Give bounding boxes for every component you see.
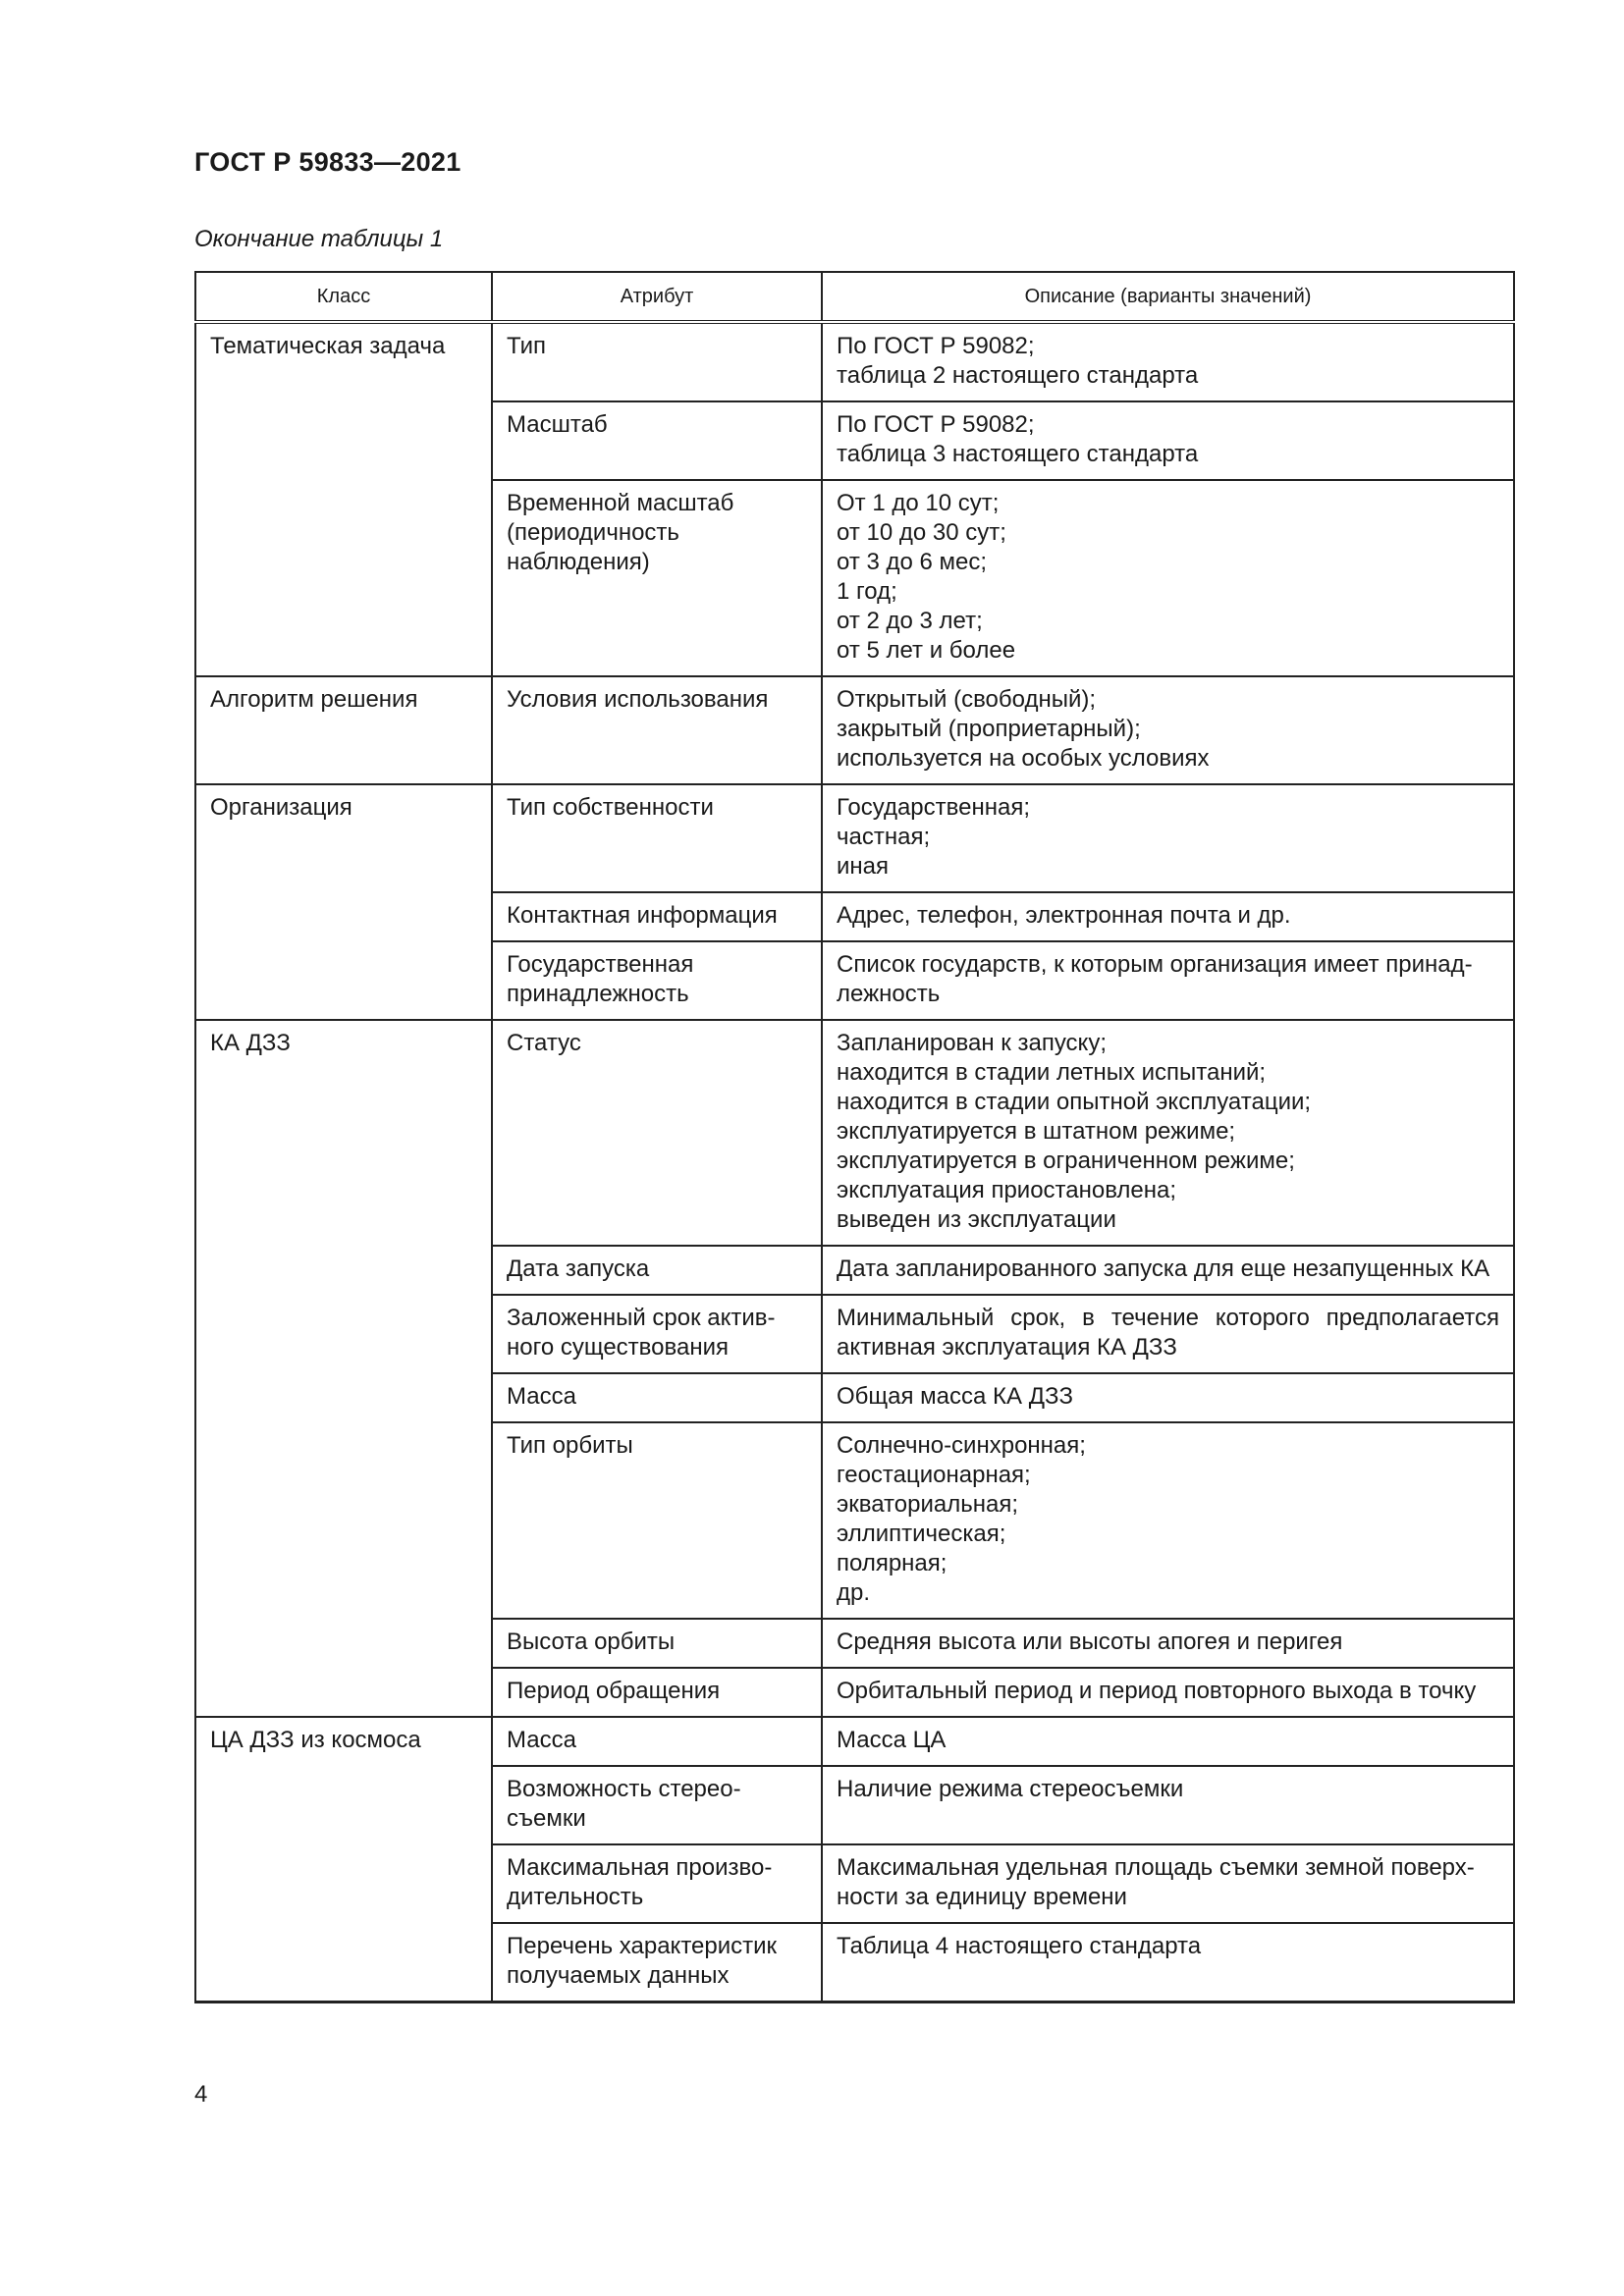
attribute-cell: Государственная принадлежность (492, 941, 822, 1020)
attributes-table (194, 271, 1515, 2003)
class-cell (195, 1923, 492, 2002)
page-number: 4 (194, 2081, 208, 2108)
class-cell: Организация (195, 784, 492, 892)
attribute-cell: Тип собственности (492, 784, 822, 892)
attribute-cell: Заложенный срок актив- ного существования (492, 1295, 822, 1373)
description-cell: Государственная; частная; иная (822, 784, 1514, 892)
class-cell (195, 941, 492, 1020)
table-row (195, 1422, 1514, 1619)
table-row (195, 1373, 1514, 1422)
attribute-cell: Масса (492, 1373, 822, 1422)
table-row (195, 1717, 1514, 1766)
attribute-cell: Период обращения (492, 1668, 822, 1717)
attribute-cell: Высота орбиты (492, 1619, 822, 1668)
class-cell: Тематическая задача (195, 322, 492, 401)
description-cell: Таблица 4 настоящего стандарта (822, 1923, 1514, 2002)
attribute-cell: Условия использования (492, 676, 822, 784)
description-cell: Адрес, телефон, электронная почта и др. (822, 892, 1514, 941)
table-caption: Окончание таблицы 1 (194, 226, 444, 252)
table-row (195, 322, 1514, 401)
table-row (195, 1295, 1514, 1373)
attribute-cell: Перечень характеристик получаемых данных (492, 1923, 822, 2002)
class-cell (195, 1766, 492, 1844)
description-cell: Запланирован к запуску; находится в стадии летных испытаний; находится в стадии опытной эксплуатации; эксплуатируется в штатном режиме; эксплуатируется в ограниченном режиме; эксплуатация приостановлена; выведен из эксплуатации (822, 1020, 1514, 1246)
description-cell: Масса ЦА (822, 1717, 1514, 1766)
class-cell: Алгоритм решения (195, 676, 492, 784)
description-cell: Солнечно-синхронная; геостационарная; экваториальная; эллиптическая; полярная; др. (822, 1422, 1514, 1619)
class-cell (195, 1246, 492, 1295)
table-row (195, 1844, 1514, 1923)
table-header-row (195, 272, 1514, 322)
class-cell (195, 480, 492, 676)
table-row (195, 1766, 1514, 1844)
table-row (195, 784, 1514, 892)
attribute-cell: Дата запуска (492, 1246, 822, 1295)
column-header-attribute: Атрибут (492, 272, 822, 322)
description-cell: По ГОСТ Р 59082; таблица 2 настоящего стандарта (822, 322, 1514, 401)
class-cell (195, 1295, 492, 1373)
attribute-cell: Временной масштаб (периодичность наблюдения) (492, 480, 822, 676)
table-row (195, 1020, 1514, 1246)
attribute-cell: Контактная информация (492, 892, 822, 941)
attribute-cell: Тип (492, 322, 822, 401)
description-cell: Средняя высота или высоты апогея и перигея (822, 1619, 1514, 1668)
document-code: ГОСТ Р 59833—2021 (194, 147, 461, 177)
attribute-cell: Статус (492, 1020, 822, 1246)
attribute-cell: Тип орбиты (492, 1422, 822, 1619)
table-row (195, 1246, 1514, 1295)
description-cell: Открытый (свободный); закрытый (проприетарный); используется на особых условиях (822, 676, 1514, 784)
description-cell: Дата запланированного запуска для еще незапущенных КА (822, 1246, 1514, 1295)
table-row (195, 401, 1514, 480)
class-cell (195, 1373, 492, 1422)
class-cell (195, 1844, 492, 1923)
description-cell: Список государств, к которым организация имеет принад- лежность (822, 941, 1514, 1020)
table-row (195, 676, 1514, 784)
description-cell: Минимальный срок, в течение которого предполагается активная эксплуатация КА ДЗЗ (822, 1295, 1514, 1373)
description-cell: По ГОСТ Р 59082; таблица 3 настоящего стандарта (822, 401, 1514, 480)
description-cell: Общая масса КА ДЗЗ (822, 1373, 1514, 1422)
attribute-cell: Возможность стерео- съемки (492, 1766, 822, 1844)
column-header-class: Класс (195, 272, 492, 322)
class-cell (195, 1668, 492, 1717)
table-row (195, 892, 1514, 941)
class-cell: ЦА ДЗЗ из космоса (195, 1717, 492, 1766)
attribute-cell: Максимальная произво- дительность (492, 1844, 822, 1923)
description-cell: Наличие режима стереосъемки (822, 1766, 1514, 1844)
description-cell: Максимальная удельная площадь съемки земной поверх- ности за единицу времени (822, 1844, 1514, 1923)
attribute-cell: Масштаб (492, 401, 822, 480)
class-cell (195, 1619, 492, 1668)
class-cell (195, 1422, 492, 1619)
table-row (195, 1619, 1514, 1668)
description-cell: Орбитальный период и период повторного выхода в точку (822, 1668, 1514, 1717)
table-row (195, 1923, 1514, 2002)
attribute-cell: Масса (492, 1717, 822, 1766)
column-header-description: Описание (варианты значений) (822, 272, 1514, 322)
table-row (195, 941, 1514, 1020)
class-cell (195, 401, 492, 480)
class-cell: КА ДЗЗ (195, 1020, 492, 1246)
table-row (195, 1668, 1514, 1717)
class-cell (195, 892, 492, 941)
description-cell: От 1 до 10 сут; от 10 до 30 сут; от 3 до 6 мес; 1 год; от 2 до 3 лет; от 5 лет и более (822, 480, 1514, 676)
table-row (195, 480, 1514, 676)
